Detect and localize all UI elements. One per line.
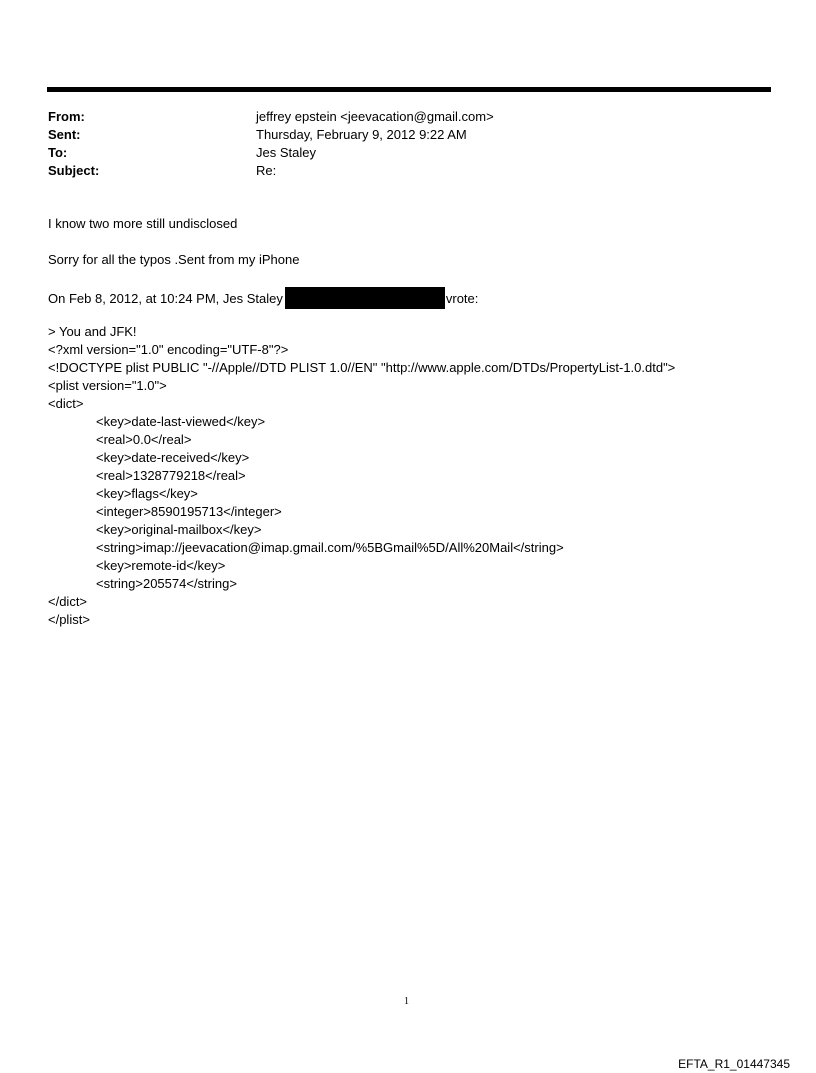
quoted-line: <string>imap://jeevacation@imap.gmail.com/%5BGmail%5D/All%20Mail</string> — [96, 540, 564, 555]
quoted-line: </plist> — [48, 612, 90, 627]
subject-value: Re: — [256, 163, 277, 178]
to-label: To: — [48, 145, 68, 160]
quoted-line: <key>date-last-viewed</key> — [96, 414, 266, 429]
from-value: jeffrey epstein <jeevacation@gmail.com> — [256, 109, 494, 124]
quoted-line: <real>1328779218</real> — [96, 468, 246, 483]
body-line-1: I know two more still undisclosed — [48, 216, 238, 231]
redaction-box — [285, 287, 445, 309]
quoted-line: <key>original-mailbox</key> — [96, 522, 262, 537]
header-rule — [47, 87, 771, 92]
quoted-line: <integer>8590195713</integer> — [96, 504, 282, 519]
quoted-line: </dict> — [48, 594, 88, 609]
quoted-line: <key>date-received</key> — [96, 450, 250, 465]
sent-value: Thursday, February 9, 2012 9:22 AM — [256, 127, 467, 142]
to-value: Jes Staley — [256, 145, 316, 160]
quote-intro — [48, 287, 478, 309]
body-line-2: Sorry for all the typos .Sent from my iPhone — [48, 252, 300, 267]
quote-intro-before: On Feb 8, 2012, at 10:24 PM, Jes Staley — [48, 291, 283, 306]
quoted-line: <key>remote-id</key> — [96, 558, 226, 573]
quoted-line: <key>flags</key> — [96, 486, 198, 501]
quoted-line: <plist version="1.0"> — [48, 378, 167, 393]
quoted-line: > You and JFK! — [48, 324, 137, 339]
sent-label: Sent: — [48, 127, 81, 142]
subject-label: Subject: — [48, 163, 100, 178]
quote-intro-after: vrote: — [445, 291, 479, 306]
quoted-line: <real>0.0</real> — [96, 432, 192, 447]
from-label: From: — [48, 109, 85, 124]
quoted-line: <dict> — [48, 396, 84, 411]
quoted-line: <?xml version="1.0" encoding="UTF-8"?> — [48, 342, 289, 357]
quoted-line: <string>205574</string> — [96, 576, 237, 591]
quoted-plist — [48, 323, 675, 629]
bates-number: EFTA_R1_01447345 — [678, 1057, 790, 1071]
page-number: 1 — [404, 996, 409, 1007]
quoted-line: <!DOCTYPE plist PUBLIC "-//Apple//DTD PLIST 1.0//EN" "http://www.apple.com/DTDs/PropertyList-1.0.dtd"> — [48, 360, 676, 375]
